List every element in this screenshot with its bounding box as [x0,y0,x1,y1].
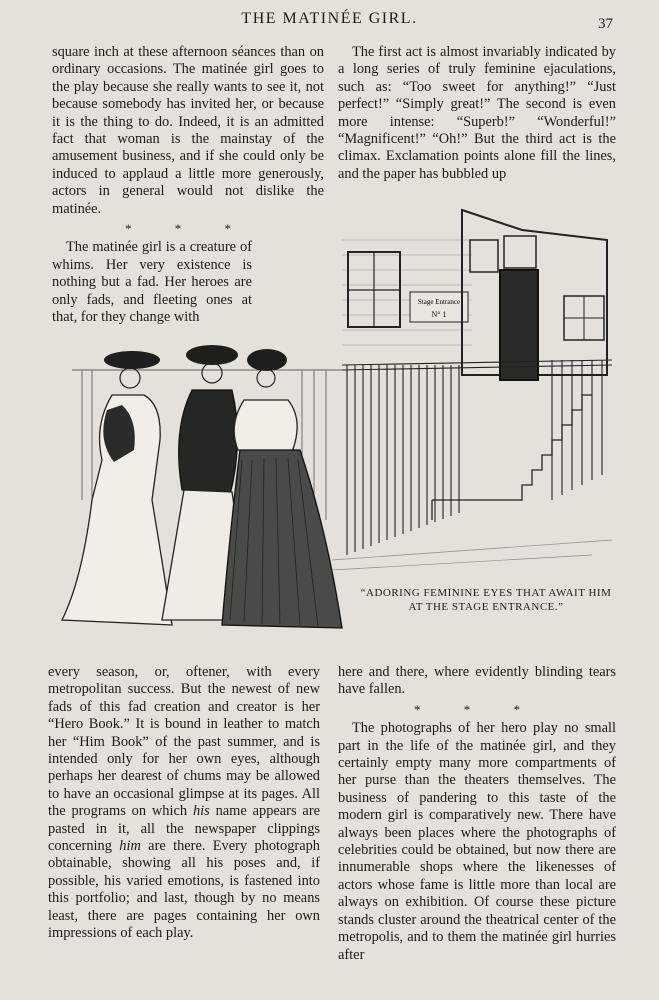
emphasis-him: him [119,838,141,855]
ground-shading [332,540,612,570]
stage-entrance-drawing [52,200,622,645]
emphasis-his: his [192,803,210,820]
upper-window [470,240,498,272]
window-panes [348,252,400,327]
pen-drawing-illustration [52,200,622,645]
paragraph-text: name appears are pasted in it, all the newspaper clippings concerning [48,803,320,855]
paragraph-text: every season, or, oftener, with every metropolitan success. But the newest of new fads of this fad creation and creator is her “Hero Book.” It is bound in leather to match her “Him Book” of the past summer, and is intended only for her own eyes, although perhaps her dearest of chums may be allowed to have an occasional glimpse at its pages. All the programs on which [48,664,320,820]
paragraph-text: are there. Every photograph obtainable, showing all his poses and, if possible, his varied emotions, is fastened into this portfolio; and last, though by no means least, there are pages containing her own impressions of each play. [48,838,320,942]
stage-door [500,270,538,380]
iron-railing [342,360,612,555]
woman-left [62,351,172,625]
column-bottom-left [48,664,320,943]
stairs [432,395,592,520]
sign-text-line2: N° 1 [431,310,447,319]
running-title: THE MATINÉE GIRL. [241,10,418,27]
paragraph: The first act is almost invariably indicated by a long series of truly feminine ejaculations, such as: “Too sweet for anything!” “Just perfect!” “Simply great!” The second is even more intense: “Superb!” “Wonderful!” “Magnificent!” “Oh!” But the third act is the climax. Exclamation points alone fill the lines, and the paper has bubbled up [338,44,616,182]
paragraph: The photographs of her hero play no small part in the life of the matinée girl, and they certainly empty many more compartments of her purse than the theaters themselves. The business of pandering to this taste of the modern girl is comparatively new. There have always been places where the photographs of celebrities could be obtained, but now there are innumerable shops where the likenesses of actors whose fame is little more than local are always on exhibition. Of course these picture stands cluster around the theatrical center of the metropolis, and to them the matinée girl hurries after [338,720,616,963]
sign-text-line1: Stage Entrance [417,298,461,306]
column-top-right [338,44,616,183]
paragraph: here and there, where evidently blinding tears have fallen. [338,664,616,698]
paragraph [48,664,320,943]
paragraph: The matinée girl is a creature of whims. Her very existence is nothing but a fad. Her heroes are only fads, and fleeting ones at that, for they change with [52,239,252,326]
section-break: * * * [125,221,251,237]
illustration-caption: “ADORING FEMININE EYES THAT AWAIT HIM AT THE STAGE ENTRANCE.” [360,587,612,613]
column-bottom-right [338,664,616,964]
section-break: * * * [414,701,540,717]
woman-right [222,349,342,628]
page-number: 37 [598,16,613,32]
paragraph: square inch at these afternoon séances than on ordinary occasions. The matinée girl goes to the play because she really wants to see it, not because somebody has invited her, or because it is the thing to do. Indeed, it is an admitted fact that woman is the mainstay of the amusement business, and if she could only be induced to applaud a little more generously, actors in general would not dislike the matinée. [52,44,324,217]
upper-window [504,236,536,268]
